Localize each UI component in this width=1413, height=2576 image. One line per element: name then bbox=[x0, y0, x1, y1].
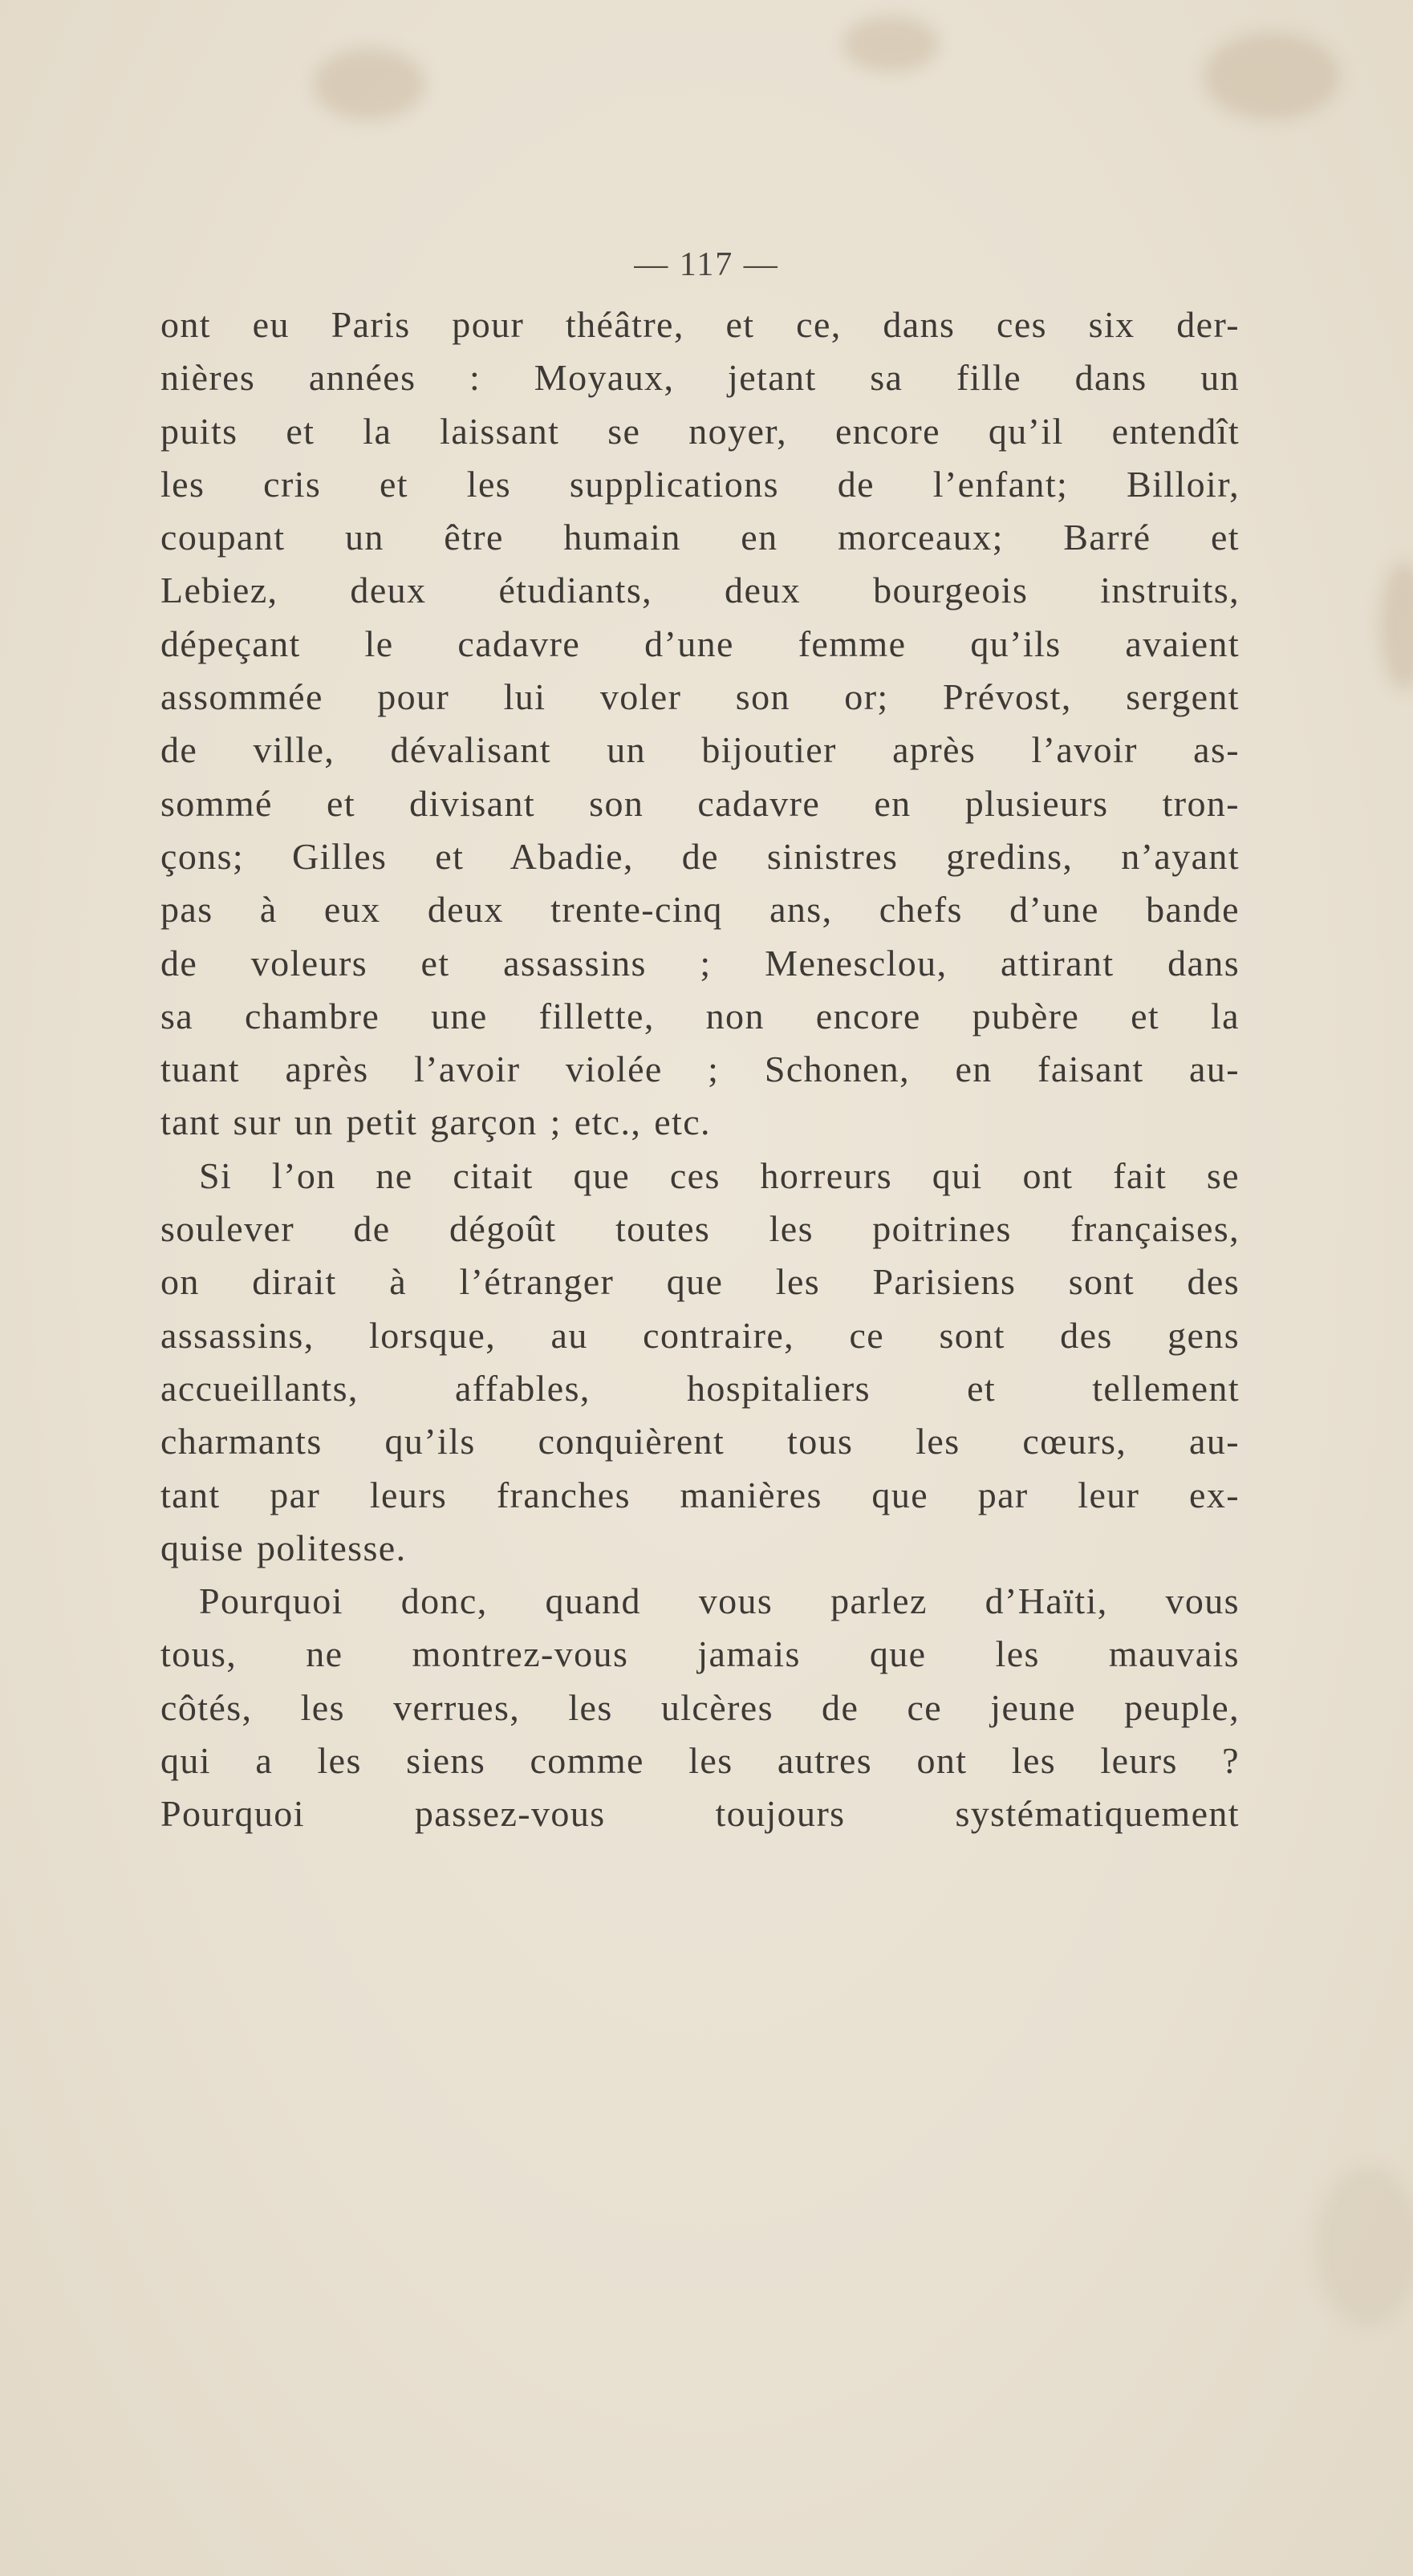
page-number: — 117 — bbox=[634, 246, 779, 283]
text-line: sommé et divisant son cadavre en plusieurs tron- bbox=[160, 782, 1240, 824]
paper-stain bbox=[843, 16, 939, 72]
text-line: accueillants, affables, hospitaliers et tellement bbox=[160, 1367, 1240, 1409]
text-line: tant par leurs franches manières que par leur ex- bbox=[160, 1474, 1240, 1515]
text-line: puits et la laissant se noyer, encore qu’il entendît bbox=[160, 410, 1240, 452]
text-line: les cris et les supplications de l’enfant; Billoir, bbox=[160, 463, 1240, 505]
text-line: charmants qu’ils conquièrent tous les cœurs, au- bbox=[160, 1421, 1240, 1462]
text-line: de voleurs et assassins ; Menesclou, attirant dans bbox=[160, 942, 1240, 984]
text-line: pas à eux deux trente-cinq ans, chefs d’une bande bbox=[160, 889, 1240, 931]
text-line: sa chambre une fillette, non encore pubère et la bbox=[160, 995, 1240, 1036]
text-line: Si l’on ne citait que ces horreurs qui ont fait se bbox=[199, 1154, 1240, 1196]
text-line: de ville, dévalisant un bijoutier après l’avoir as- bbox=[160, 729, 1240, 771]
text-line: assommée pour lui voler son or; Prévost, sergent bbox=[160, 676, 1240, 718]
paper-stain bbox=[1316, 2166, 1413, 2327]
text-line: qui a les siens comme les autres ont les leurs ? bbox=[160, 1740, 1240, 1782]
text-line: nières années : Moyaux, jetant sa fille dans un bbox=[160, 357, 1240, 399]
text-line: on dirait à l’étranger que les Parisiens sont des bbox=[160, 1261, 1240, 1303]
text-line: assassins, lorsque, au contraire, ce sont des gens bbox=[160, 1314, 1240, 1356]
text-line: soulever de dégoût toutes les poitrines françaises, bbox=[160, 1208, 1240, 1250]
body-text bbox=[160, 298, 1240, 1841]
paper-stain bbox=[1204, 32, 1340, 120]
text-line: Lebiez, deux étudiants, deux bourgeois instruits, bbox=[160, 570, 1240, 611]
text-line: tous, ne montrez-vous jamais que les mauvais bbox=[160, 1633, 1240, 1675]
text-line: Pourquoi passez-vous toujours systématiquement bbox=[160, 1793, 1240, 1835]
paper-stain bbox=[1380, 562, 1413, 690]
text-line: dépeçant le cadavre d’une femme qu’ils avaient bbox=[160, 623, 1240, 664]
text-line: Pourquoi donc, quand vous parlez d’Haïti, vous bbox=[199, 1580, 1240, 1622]
text-line: côtés, les verrues, les ulcères de ce jeune peuple, bbox=[160, 1686, 1240, 1728]
text-line: tuant après l’avoir violée ; Schonen, en faisant au- bbox=[160, 1049, 1240, 1090]
text-line: ont eu Paris pour théâtre, et ce, dans ces six der- bbox=[160, 304, 1240, 345]
text-line: coupant un être humain en morceaux; Barré et bbox=[160, 517, 1240, 558]
paper-stain bbox=[313, 48, 425, 120]
text-line: tant sur un petit garçon ; etc., etc. bbox=[160, 1101, 711, 1143]
text-line: quise politesse. bbox=[160, 1527, 407, 1568]
text-line: çons; Gilles et Abadie, de sinistres gredins, n’ayant bbox=[160, 835, 1240, 877]
